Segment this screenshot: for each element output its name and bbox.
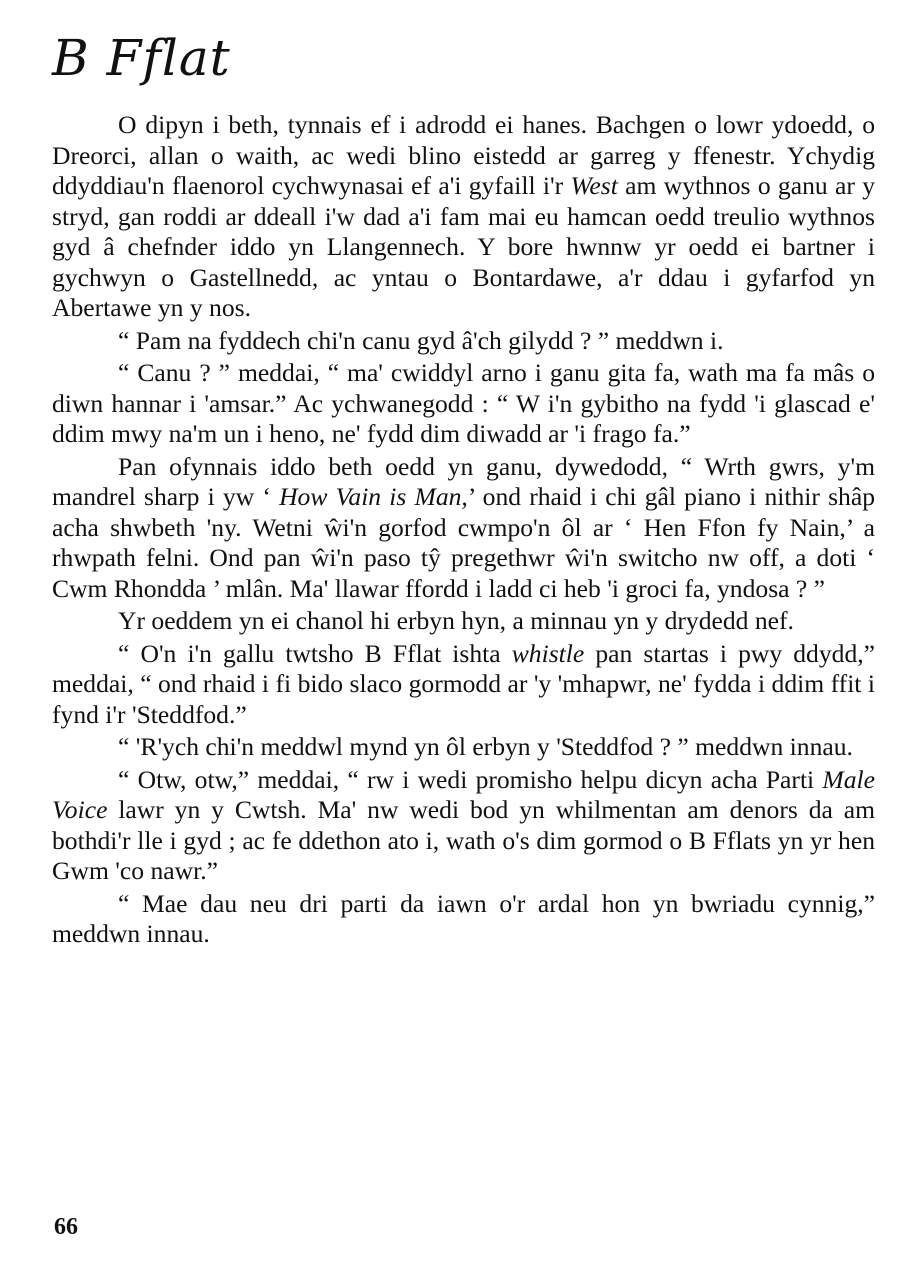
text-run: Pan ofynnais iddo beth oedd yn ganu, dywedodd, “ Wrth gwrs, y'm mandrel sharp i yw ‘ xyxy=(52,451,875,511)
text-run: pan startas i pwy ddydd,” meddai, “ ond rhaid i fi bido slaco gormodd ar 'y 'mhapwr, ne' fydda i ddim ffit i fynd i'r 'Steddfod.” xyxy=(52,638,875,729)
paragraph xyxy=(52,606,875,637)
paragraph xyxy=(52,358,875,450)
text-run: “ Pam na fyddech chi'n canu gyd â'ch gilydd ? ” meddwn i. xyxy=(118,325,724,355)
text-run: ’ ond rhaid i chi gâl piano i nithir shâp acha shwbeth 'ny. Wetni ŵi'n gorfod cwmpo'n ôl ar ‘ Hen Ffon fy Nain,’ a rhwpath felni. Ond pan ŵi'n paso tŷ pregethwr ŵi'n switcho nw off, a doti ‘ Cwm Rhondda ’ mlân. Ma' llawar ffordd i ladd ci heb 'i groci fa, yndosa ? ” xyxy=(52,482,875,603)
text-run: O dipyn i beth, tynnais ef i adrodd ei hanes. Bachgen o lowr ydoedd, o Dreorci, allan o waith, ac wedi blino eistedd ar garreg y ffenestr. Ychydig ddyddiau'n flaenorol cychwynasai ef a'i gyfaill i'r xyxy=(52,110,875,200)
text-run: “ Mae dau neu dri parti da iawn o'r ardal hon yn bwriadu cynnig,” meddwn innau. xyxy=(52,888,875,948)
text-run: Yr oeddem yn ei chanol hi erbyn hyn, a minnau yn y drydedd nef. xyxy=(118,606,794,635)
text-run: “ Canu ? ” meddai, “ ma' cwiddyl arno i ganu gita fa, wath ma fa mâs o diwn hannar i 'amsar.” Ac ychwanegodd : “ W i'n gybitho na fydd 'i glascad e' ddim mwy na'm un i heno, ne' fydd dim diwadd ar 'i frago fa.” xyxy=(52,358,875,448)
paragraph xyxy=(52,639,875,731)
italic-text: How Vain is Man, xyxy=(279,482,468,511)
paragraph xyxy=(52,110,875,324)
text-run: “ Otw, otw,” meddai, “ rw i wedi promisho helpu dicyn acha Parti xyxy=(118,764,823,794)
text-run: lawr yn y Cwtsh. Ma' nw wedi bod yn whilmentan am denors da am bothdi'r lle i gyd ; ac fe ddethon ato i, wath o's dim gormod o B Fflats yn yr hen Gwm 'co nawr.” xyxy=(52,795,875,885)
text-run: “ 'R'ych chi'n meddwl mynd yn ôl erbyn y 'Steddfod ? ” meddwn innau. xyxy=(118,732,853,761)
page-number: 66 xyxy=(54,1214,78,1240)
paragraph xyxy=(52,326,875,357)
italic-text: West xyxy=(570,171,618,200)
paragraph xyxy=(52,765,875,887)
body-text xyxy=(52,110,875,952)
paragraph xyxy=(52,889,875,950)
paragraph xyxy=(52,732,875,763)
italic-text: whistle xyxy=(511,638,585,668)
text-run: am wythnos o ganu ar y stryd, gan roddi ar ddeall i'w dad a'i fam mai eu hamcan oedd treulio wythnos gyd â chefnder iddo yn Llangennech. Y bore hwnnw yr oedd ei bartner i gychwyn o Gastellnedd, ac yntau o Bontardawe, a'r ddau i gyfarfod yn Abertawe yn y nos. xyxy=(52,171,875,322)
italic-text: Male Voice xyxy=(52,764,875,824)
text-run: “ O'n i'n gallu twtsho B Fflat ishta xyxy=(118,638,512,668)
paragraph xyxy=(52,452,875,605)
chapter-title: B Fflat xyxy=(52,29,231,87)
